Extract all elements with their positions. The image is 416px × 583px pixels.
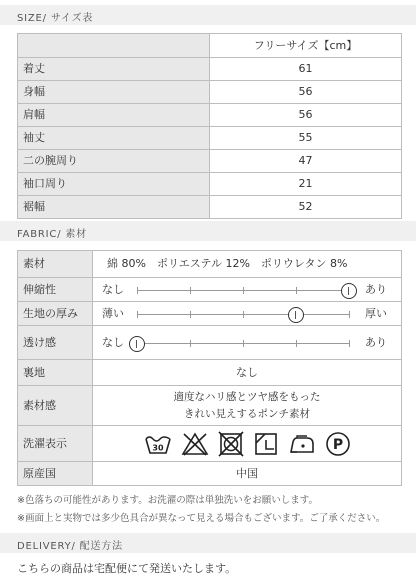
- texture-line-2: きれい見えするポンチ素材: [184, 407, 310, 420]
- size-row-label: 身幅: [18, 81, 210, 104]
- size-row-label: 袖丈: [18, 127, 210, 150]
- table-row: [18, 426, 402, 462]
- size-row-value: 61: [210, 58, 402, 81]
- texture-line-1: 適度なハリ感とツヤ感をもった: [173, 391, 321, 404]
- no-tumble-dry-icon: [218, 431, 244, 457]
- dry-clean-letter: P: [332, 436, 343, 453]
- thickness-label: 生地の厚み: [18, 302, 93, 326]
- size-row-value: 47: [210, 150, 402, 173]
- thickness-scale-left-label: 薄い: [102, 306, 124, 320]
- thickness-scale-right-label: 厚い: [365, 306, 387, 320]
- material-value: 綿 80% ポリエステル 12% ポリウレタン 8%: [93, 251, 402, 278]
- size-table-corner: [18, 34, 210, 58]
- table-row: [18, 462, 402, 486]
- sheer-scale-left-label: なし: [102, 335, 124, 349]
- table-row: [18, 173, 402, 196]
- thickness-scale-line: [137, 314, 349, 315]
- care-icons: [93, 431, 401, 457]
- delivery-text: こちらの商品は宅配便にて発送いたします。: [17, 562, 237, 575]
- scale-tick: [137, 287, 138, 294]
- sheer-label: 透け感: [18, 326, 93, 360]
- sheer-scale-line: [137, 343, 349, 344]
- lining-label: 裏地: [18, 360, 93, 386]
- scale-tick: [349, 340, 350, 347]
- size-row-label: 着丈: [18, 58, 210, 81]
- size-row-label: 肩幅: [18, 104, 210, 127]
- origin-label: 原産国: [18, 462, 93, 486]
- size-row-value: 56: [210, 104, 402, 127]
- note-color-fading: ※色落ちの可能性があります。お洗濯の際は単独洗いをお願いします。: [17, 495, 318, 506]
- care-label: 洗濯表示: [18, 426, 93, 462]
- material-label: 素材: [18, 251, 93, 278]
- scale-tick: [190, 340, 191, 347]
- table-row: [18, 196, 402, 219]
- scale-tick: [243, 340, 244, 347]
- size-row-label: 二の腕周り: [18, 150, 210, 173]
- scale-tick: [137, 311, 138, 318]
- thickness-scale-cell: [93, 302, 402, 326]
- scale-indicator: [129, 336, 145, 352]
- stretch-scale-left-label: なし: [102, 282, 124, 296]
- table-row: [18, 58, 402, 81]
- fabric-section-header: [0, 221, 416, 241]
- sheer-scale-cell: [93, 326, 402, 360]
- table-row: [18, 127, 402, 150]
- table-row: [18, 251, 402, 278]
- size-section-header: [0, 5, 416, 25]
- care-icons-cell: [93, 426, 402, 462]
- delivery-section-header: [0, 533, 416, 553]
- size-row-value: 56: [210, 81, 402, 104]
- size-row-label: 裾幅: [18, 196, 210, 219]
- table-row: [18, 150, 402, 173]
- wash-30-icon: [144, 431, 172, 457]
- table-row: [18, 302, 402, 326]
- size-row-value: 52: [210, 196, 402, 219]
- iron-low-icon: [288, 431, 316, 457]
- size-row-label: 袖口周り: [18, 173, 210, 196]
- wash-temp-text: 30: [151, 443, 164, 452]
- scale-tick: [243, 287, 244, 294]
- table-row: [18, 326, 402, 360]
- fabric-table: [17, 250, 402, 486]
- table-row: [18, 386, 402, 426]
- stretch-scale-right-label: あり: [365, 282, 387, 296]
- delivery-section-title: DELIVERY/ 配送方法: [17, 541, 123, 552]
- size-row-value: 55: [210, 127, 402, 150]
- scale-tick: [349, 311, 350, 318]
- lining-value: なし: [93, 360, 402, 386]
- table-row: [18, 104, 402, 127]
- sheer-scale-right-label: あり: [365, 335, 387, 349]
- scale-tick: [190, 311, 191, 318]
- size-column-header: フリーサイズ【cm】: [210, 34, 402, 58]
- dry-clean-p-icon: [325, 431, 351, 457]
- table-row: [18, 278, 402, 302]
- stretch-scale-cell: [93, 278, 402, 302]
- note-color-difference: ※画面上と実物では多少色具合が異なって見える場合もございます。ご了承ください。: [17, 513, 386, 524]
- scale-tick: [190, 287, 191, 294]
- stretch-scale-line: [137, 290, 349, 291]
- origin-value: 中国: [93, 462, 402, 486]
- size-section-title: SIZE/ サイズ表: [17, 13, 94, 24]
- size-row-value: 21: [210, 173, 402, 196]
- no-bleach-icon: [181, 431, 209, 457]
- texture-label: 素材感: [18, 386, 93, 426]
- shade-line-dry-icon: [253, 431, 279, 457]
- scale-tick: [296, 287, 297, 294]
- scale-indicator: [288, 307, 304, 323]
- size-table: [17, 33, 402, 219]
- fabric-section-title: FABRIC/ 素材: [17, 229, 87, 240]
- stretch-label: 伸縮性: [18, 278, 93, 302]
- scale-indicator: [341, 283, 357, 299]
- table-row: [18, 360, 402, 386]
- scale-tick: [296, 340, 297, 347]
- table-row: [18, 81, 402, 104]
- scale-tick: [243, 311, 244, 318]
- texture-value: [93, 386, 402, 426]
